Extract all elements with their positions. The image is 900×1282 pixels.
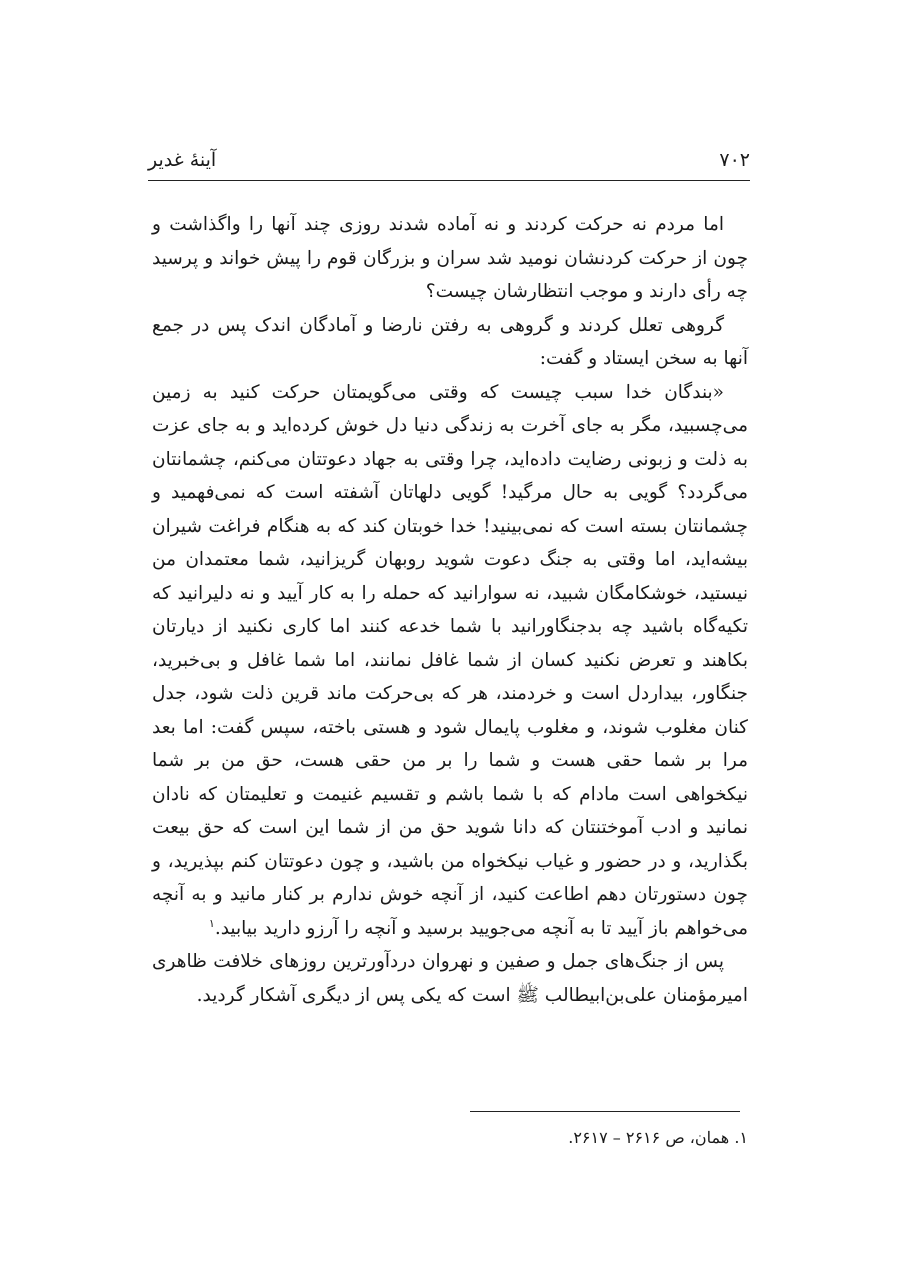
quote-text: «بندگان خدا سبب چیست که وقتی می‌گویمتان حرکت کنید به زمین می‌چسبید، مگر به جای آخرت به زندگی دنیا دل خوش کرده‌اید و به جای عزت به ذلت و زبونی رضایت داده‌اید، چرا وقتی به جهاد دعوتتان می‌کنم، چشمانتان می‌گردد؟ گویی به حال مرگید! گویی دلهاتان آشفته است که نمی‌فهمید و چشمانتان بسته است که نمی‌بینید! خدا خوبتان کند که به هنگام فراغت شیران بیشه‌اید، اما وقتی به جنگ دعوت شوید روبهان گریزانید، شما معتمدان من نیستید، خوشکامگان شبید، نه سوارانید که حمله را به کار آیید و نه دلیرانید که تکیه‌گاه باشید چه بدجنگاورانید با شما خدعه کنند اما کاری نکنید از دیارتان بکاهند و تعرض نکنید کسان از شما غافل نمانند، اما شما غافل و بی‌خبرید، جنگاور، بیداردل است و خردمند، هر که بی‌حرکت ماند قرین ذلت شود، جدل کنان مغلوب شوند، و مغلوب پایمال شود و هستی باخته، سپس گفت: اما بعد مرا بر شما حقی هست و شما را بر من حقی هست، حق من بر شما نیکخواهی است مادام که با شما باشم و تقسیم غنیمت و تعلیمتان که نادان نمانید و ادب آموختنتان که دانا شوید حق من از شما این است که حق بیعت بگذارید، و در حضور و غیاب نیکخواه من باشید، و چون دعوتتان کنم بپذیرید، و چون دستورتان دهم اطاعت کنید، از آنچه خوش ندارم بر کنار مانید و به آنچه می‌خواهم باز آیید تا به آنچه می‌جویید برسید و آنچه را آرزو دارید بیابید. [152,381,748,939]
paragraph-1: اما مردم نه حرکت کردند و نه آماده شدند روزی چند آنها را واگذاشت و چون از حرکت کردنشان نومید شد سران و بزرگان قوم را پیش خواند و پرسید چه رأی دارند و موجب انتظارشان چیست؟ [152,214,748,302]
body-text [152,208,748,1012]
book-title: آینۀ غدیر [148,149,217,171]
page-number: ۷۰۲ [719,149,750,171]
footnote: ۱. همان، ص ۲۶۱۶ – ۲۶۱۷. [568,1128,748,1147]
running-header [148,146,750,176]
paragraph-3-quote [152,376,748,946]
paragraph-2: گروهی تعلل کردند و گروهی به رفتن نارضا و آمادگان اندک پس در جمع آنها به سخن ایستاد و گفت: [152,314,748,369]
footnote-reference[interactable]: ۱ [208,916,215,930]
footnote-rule [470,1111,740,1112]
header-rule [148,180,750,181]
paragraph-4: پس از جنگ‌های جمل و صفین و نهروان دردآورترین روزهای خلافت ظاهری امیرمؤمنان علی‌بن‌ابیطالب ﷺ است که یکی پس از دیگری آشکار گردید. [152,951,748,1006]
